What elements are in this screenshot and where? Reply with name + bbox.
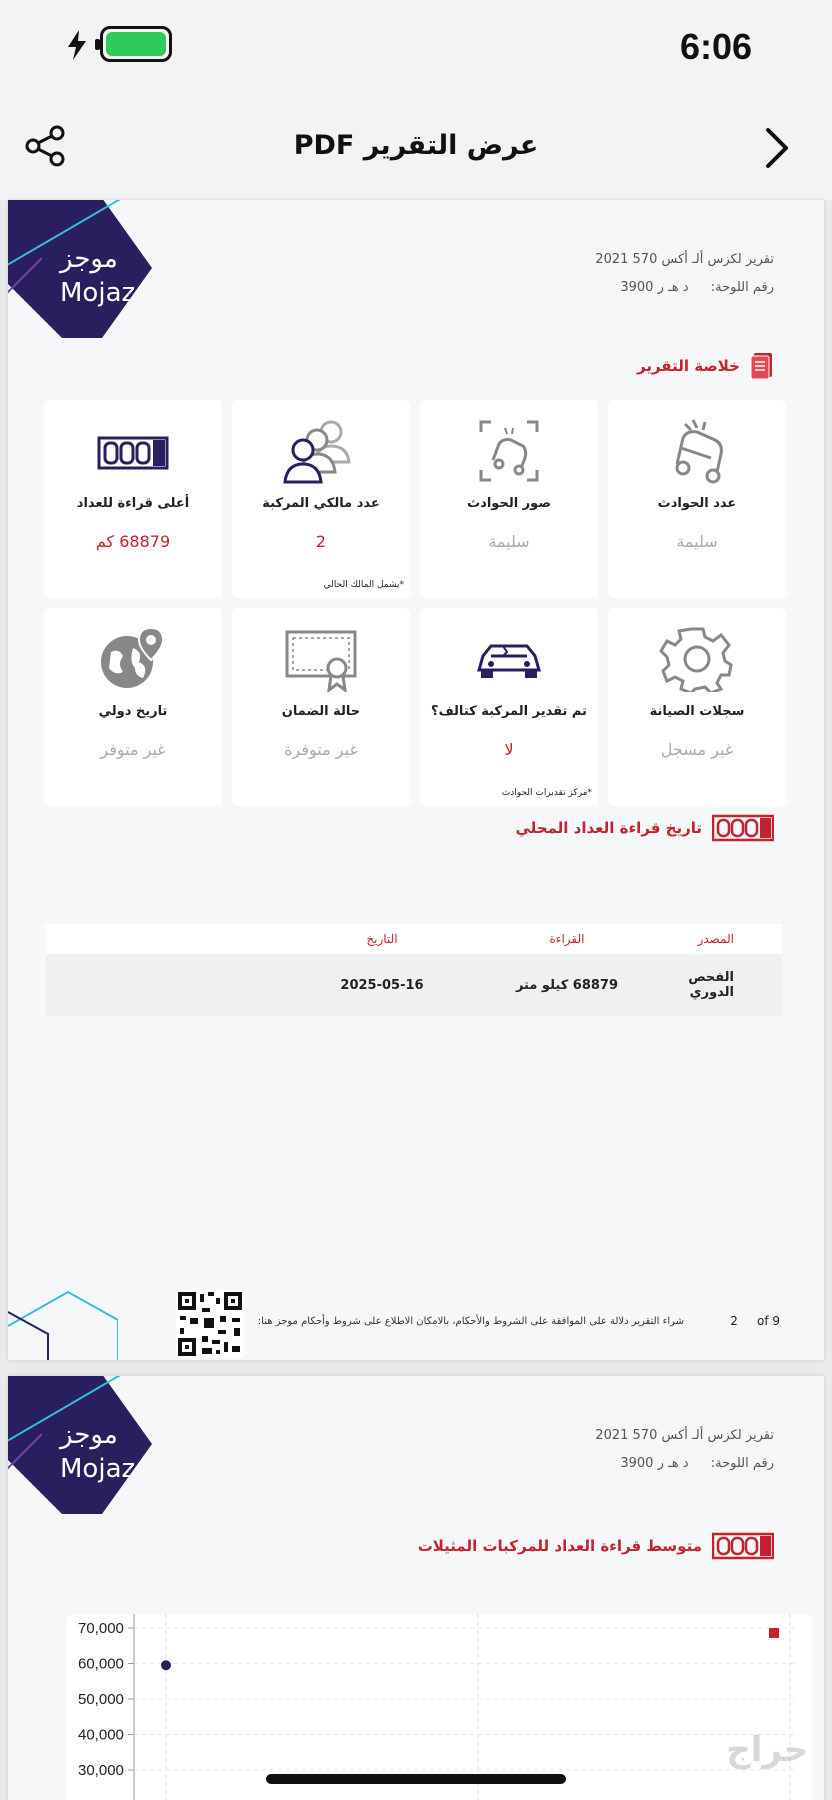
card-international-history <box>44 608 222 806</box>
y-tick-label: 70,000 <box>78 1620 124 1637</box>
gear-icon <box>657 626 737 692</box>
card-label: سجلات الصيانة <box>649 704 745 719</box>
cell-source: الفحص الدوري <box>688 970 734 1000</box>
charging-bolt-icon <box>66 30 88 60</box>
odometer-icon <box>712 1532 774 1560</box>
mojaz-logo <box>8 1376 162 1520</box>
damaged-car-icon <box>469 626 549 692</box>
pdf-page-3[interactable] <box>8 1376 824 1800</box>
card-value: سليمة <box>488 532 530 551</box>
status-time: 6:06 <box>679 26 752 67</box>
y-tick-label: 50,000 <box>78 1691 124 1708</box>
header-date: التاريخ <box>366 932 398 946</box>
y-tick-label: 60,000 <box>78 1655 124 1673</box>
status-bar <box>0 0 832 96</box>
plate-row <box>595 1450 774 1478</box>
pdf-page-2[interactable] <box>8 200 824 1360</box>
y-tick-label: 30,000 <box>78 1762 124 1779</box>
card-value: غير متوفرة <box>284 740 358 759</box>
logo-arabic: موجز <box>60 244 118 274</box>
footer-terms: شراء التقرير دلالة على الموافقة على الشروط والأحكام، بالامكان الاطلاع على شروط وأحكام موجز هنا: <box>257 1316 684 1327</box>
card-warranty-status <box>232 608 410 806</box>
card-label: أعلى قراءة للعداد <box>76 496 190 511</box>
chart-title: متوسط قراءة العداد للمركبات المثيلات <box>417 1537 702 1555</box>
document-icon <box>750 352 774 380</box>
report-header <box>595 246 774 302</box>
odometer-section-title <box>515 814 774 842</box>
table-header <box>46 924 782 954</box>
cell-date: 2025-05-16 <box>340 977 424 993</box>
card-note: *مركز تقديرات الحوادث <box>501 788 592 798</box>
card-label: تاريخ دولي <box>98 704 168 719</box>
plate-label: رقم اللوحة: <box>710 1456 774 1471</box>
summary-title: خلاصة التقرير <box>636 357 740 375</box>
certificate-icon <box>281 626 361 692</box>
page-number <box>730 1314 780 1328</box>
card-label: عدد الحوادث <box>657 496 737 511</box>
card-value: غير مسجل <box>660 740 734 759</box>
battery-level <box>106 32 166 56</box>
plate-value: د هـ ر 3900 <box>620 1456 689 1471</box>
odometer-chart <box>66 1614 812 1800</box>
logo-latin: Mojaz <box>60 278 136 308</box>
cell-reading: 68879 كيلو متر <box>515 977 619 993</box>
page-total: of 9 <box>756 1314 780 1328</box>
chart-section-title <box>418 1532 774 1560</box>
card-total-loss <box>420 608 598 806</box>
card-owners-count <box>232 400 410 598</box>
card-value: 68879 كم <box>95 532 171 551</box>
globe-pin-icon <box>93 626 173 692</box>
data-point[interactable] <box>769 1628 779 1638</box>
card-accidents-count <box>608 400 786 598</box>
odometer-icon <box>93 418 173 484</box>
qr-code-icon[interactable] <box>176 1290 244 1358</box>
logo-latin: Mojaz <box>60 1454 136 1484</box>
summary-section-title <box>637 352 774 380</box>
home-indicator[interactable] <box>266 1774 566 1784</box>
report-title: تقرير لكزس ألـ أكس 570 2021 <box>595 252 774 267</box>
card-maintenance-records <box>608 608 786 806</box>
plate-row <box>595 274 774 302</box>
accident-photo-icon <box>469 418 549 484</box>
page-current: 2 <box>730 1314 738 1328</box>
chart-plot <box>66 1614 812 1800</box>
card-highest-odometer <box>44 400 222 598</box>
card-value: 2 <box>315 532 327 551</box>
card-value: لا <box>504 740 514 759</box>
logo-arabic: موجز <box>60 1420 118 1450</box>
data-point[interactable] <box>161 1660 171 1670</box>
odometer-icon <box>712 814 774 842</box>
report-title: تقرير لكزس ألـ أكس 570 2021 <box>595 1428 774 1443</box>
chevron-right-icon[interactable] <box>762 126 792 170</box>
table-row <box>46 954 782 1016</box>
card-accident-photos <box>420 400 598 598</box>
header-reading: القراءة <box>549 932 585 946</box>
card-label: حالة الضمان <box>281 704 361 719</box>
card-label: تم تقدير المركبة كتالف؟ <box>431 704 587 719</box>
card-label: صور الحوادث <box>467 496 551 511</box>
plate-value: د هـ ر 3900 <box>620 280 689 295</box>
card-value: غير متوفر <box>100 740 166 759</box>
y-tick-label: 40,000 <box>78 1726 124 1744</box>
card-value: سليمة <box>676 532 718 551</box>
page-title: عرض التقرير PDF <box>293 130 539 161</box>
navigation-bar <box>0 96 832 200</box>
odometer-table <box>46 924 782 1016</box>
header-source: المصدر <box>697 932 734 946</box>
owners-icon <box>281 418 361 484</box>
battery-icon <box>100 26 172 62</box>
haraj-watermark: حراج <box>726 1730 808 1770</box>
report-header <box>595 1422 774 1478</box>
crashed-car-icon <box>657 418 737 484</box>
mojaz-logo <box>8 200 162 344</box>
plate-label: رقم اللوحة: <box>710 280 774 295</box>
corner-decoration-icon <box>8 1290 118 1360</box>
card-note: *يشمل المالك الحالي <box>323 580 404 590</box>
card-label: عدد مالكي المركبة <box>262 496 380 511</box>
odometer-title: تاريخ قراءة العداد المحلي <box>515 819 702 837</box>
